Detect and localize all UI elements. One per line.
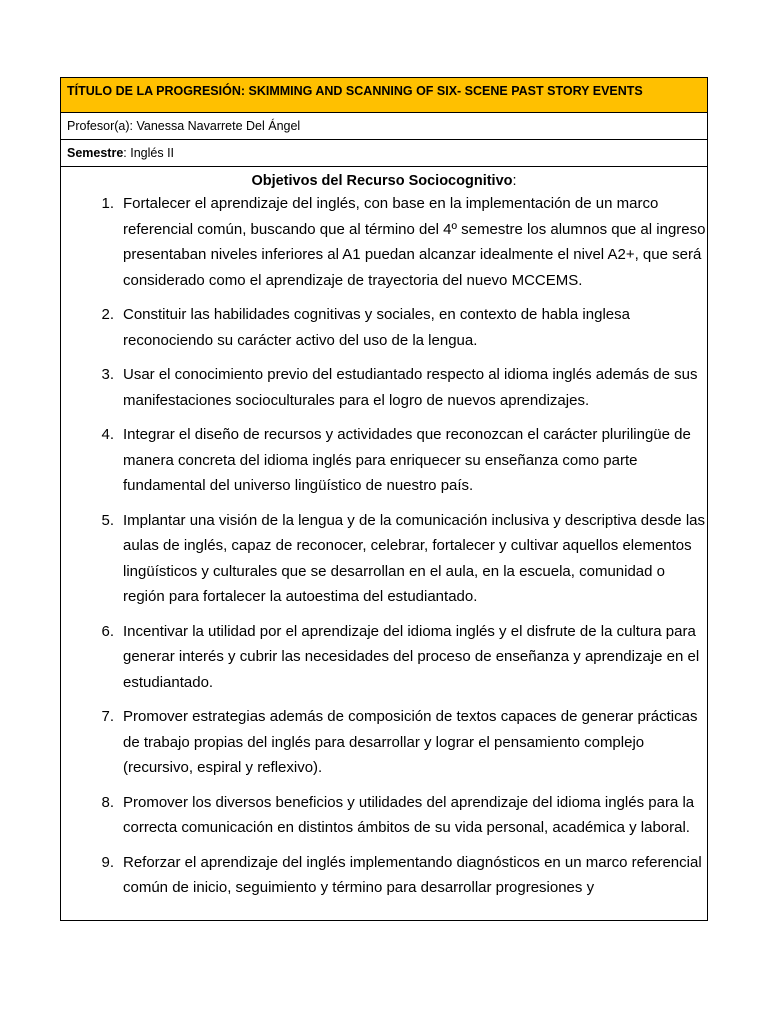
semester-row — [61, 140, 707, 167]
progression-title: TÍTULO DE LA PROGRESIÓN: SKIMMING AND SCANNING OF SIX- SCENE PAST STORY EVENTS — [67, 84, 643, 98]
objective-text: Integrar el diseño de recursos y actividades que reconozcan el carácter plurilingüe de manera concreta del idioma inglés para enriquecer su enseñanza como parte fundamental del universo lingüístico de nuestro país. — [123, 426, 691, 494]
objective-text: Implantar una visión de la lengua y de la comunicación inclusiva y descriptiva desde las aulas de inglés, capaz de reconocer, celebrar, fortalecer y cultivar aquellos elementos lingüísticos y culturales que se desarrollan en el aula, en la escuela, comunidad o región para fortalecer la autoestima del estudiantado. — [123, 511, 705, 605]
objective-number: 7. — [101, 708, 114, 725]
objective-number: 8. — [101, 793, 114, 811]
progression-table — [60, 77, 708, 921]
objective-item-3 — [61, 362, 707, 413]
objective-number: 2. — [101, 306, 114, 323]
objective-item-9 — [61, 850, 707, 901]
objective-text: Incentivar la utilidad por el aprendizaje del idioma inglés y el disfrute de la cultura para generar interés y cubrir las necesidades del proceso de enseñanza y aprendizaje en el estudiantado. — [123, 622, 700, 691]
objective-text: Fortalecer el aprendizaje del inglés, con base en la implementación de un marco referencial común, buscando que al término del 4º semestre los alumnos que al ingreso presentaban niveles inferiores al A1 puedan alcanzar idealmente el nivel A2+, que será considerado como el aprendizaje de trayectoria del nuevo MCCEMS. — [123, 195, 706, 289]
objectives-heading — [61, 171, 707, 191]
objective-text: Promover estrategias además de composición de textos capaces de generar prácticas de trabajo propias del inglés para desarrollar y lograr el pensamiento complejo (recursivo, espiral y reflexivo). — [123, 708, 698, 776]
objective-item-7 — [61, 704, 707, 781]
objective-number: 6. — [101, 622, 114, 640]
objective-text: Constituir las habilidades cognitivas y sociales, en contexto de habla inglesa reconociendo su carácter activo del uso de la lengua. — [123, 306, 630, 349]
objective-item-8 — [61, 790, 707, 841]
objective-number: 1. — [101, 195, 114, 212]
objectives-section — [61, 167, 707, 901]
progression-title-row — [61, 78, 707, 113]
teacher-row — [61, 113, 707, 140]
objective-number: 5. — [101, 511, 114, 529]
objective-item-4 — [61, 422, 707, 499]
objective-number: 3. — [101, 366, 114, 383]
objective-item-6 — [61, 619, 707, 696]
objective-text: Reforzar el aprendizaje del inglés implementando diagnósticos en un marco referencial común de inicio, seguimiento y término para desarrollar progresiones y — [123, 853, 702, 896]
objective-item-1 — [61, 191, 707, 293]
semester-value: : Inglés II — [123, 146, 175, 160]
objective-text: Usar el conocimiento previo del estudiantado respecto al idioma inglés además de sus manifestaciones socioculturales para el logro de nuevos aprendizajes. — [123, 366, 698, 409]
objectives-list — [61, 191, 707, 901]
objective-item-5 — [61, 508, 707, 610]
objective-text: Promover los diversos beneficios y utilidades del aprendizaje del idioma inglés para la correcta comunicación en distintos ámbitos de su vida personal, académica y laboral. — [123, 793, 695, 836]
teacher-name: Profesor(a): Vanessa Navarrete Del Ángel — [67, 119, 301, 133]
semester-label: Semestre — [67, 146, 124, 160]
objectives-heading-colon: : — [512, 173, 517, 189]
objective-number: 9. — [101, 853, 114, 871]
objectives-heading-text: Objetivos del Recurso Sociocognitivo — [251, 173, 513, 189]
objective-number: 4. — [101, 426, 114, 443]
objective-item-2 — [61, 302, 707, 353]
